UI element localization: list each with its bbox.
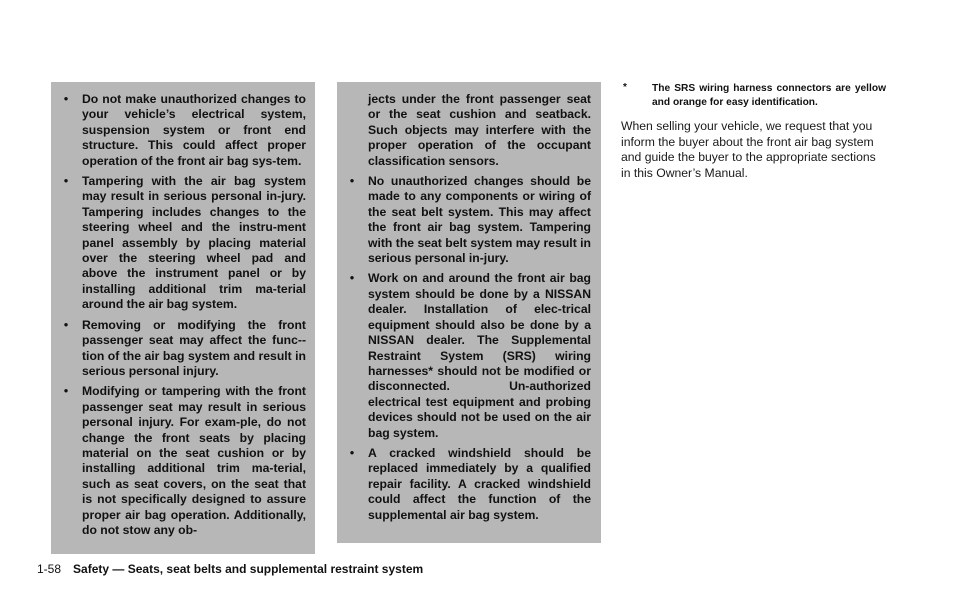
- warning-item-text: Work on and around the front air bag system should be done by a NISSAN dealer. Installation of elec-trical equipment should also be done by a NISSAN dealer. The Supplemental Restraint System (SRS) wiring harnesses* should not be modified or disconnected. Un-authorized electrical test equipment and probing devices should not be used on the air bag system.: [368, 271, 591, 440]
- footnote: [621, 82, 886, 109]
- warning-list: [345, 174, 591, 523]
- warning-item-text: Removing or modifying the front passenger seat may affect the func-tion of the air bag system and result in serious personal injury.: [82, 317, 306, 378]
- warning-item: [345, 271, 591, 440]
- bullet-icon: •: [63, 317, 69, 332]
- warning-item: [345, 446, 591, 523]
- footnote-marker: *: [623, 82, 627, 93]
- warning-item-text: No unauthorized changes should be made to any components or wiring of the seat belt system. This may affect the front air bag system. Tampering with the seat belt system may result in serious personal in-jury.: [368, 174, 591, 266]
- footnote-text: The SRS wiring harness connectors are yellow and orange for easy identification.: [652, 83, 886, 108]
- warning-item: [59, 384, 306, 538]
- right-column: [621, 82, 886, 182]
- bullet-icon: •: [63, 174, 69, 189]
- warning-item: [59, 92, 306, 169]
- warning-item-text: Modifying or tampering with the front passenger seat may result in serious personal injury. For exam-ple, do not change the front seats by placing material on the seat cushion or by installing additional trim ma-terial, such as seat covers, on the seat that is not specifically designed to assure proper air bag operation. Additionally, do not stow any ob-: [82, 384, 306, 537]
- warning-item-text: Tampering with the air bag system may result in serious personal in-jury. Tampering includes changes to the steering wheel and the instru-ment panel assembly by placing material over the steering wheel pad and above the instrument panel or by installing additional trim ma-terial around the air bag system.: [82, 174, 306, 312]
- section-title: Safety — Seats, seat belts and supplemental restraint system: [73, 562, 424, 576]
- warning-item: [345, 174, 591, 266]
- warning-item-text: Do not make unauthorized changes to your vehicle’s electrical system, suspension system or front end structure. This could affect proper operation of the front air bag sys-tem.: [82, 92, 306, 168]
- warning-item: [59, 318, 306, 380]
- bullet-icon: •: [349, 174, 355, 189]
- bullet-icon: •: [63, 92, 69, 106]
- bullet-icon: •: [349, 445, 355, 460]
- warning-box-middle: [337, 82, 601, 543]
- warning-item-text: A cracked windshield should be replaced immediately by a qualified repair facility. A cracked windshield could affect the function of the supplemental air bag system.: [368, 445, 591, 522]
- page-footer: [37, 562, 423, 576]
- warning-box-left: [51, 82, 315, 554]
- bullet-icon: •: [349, 271, 355, 286]
- warning-item: [59, 174, 306, 313]
- bullet-icon: •: [63, 384, 69, 399]
- warning-list: [59, 92, 306, 538]
- warning-continuation-text: jects under the front passenger seat or the seat cushion and seatback. Such objects may interfere with the proper operation of the occupant classification sensors.: [368, 92, 591, 168]
- page-number: 1-58: [37, 562, 62, 576]
- body-paragraph: When selling your vehicle, we request that you inform the buyer about the front air bag system and guide the buyer to the appropriate sections in this Owner’s Manual.: [621, 119, 876, 180]
